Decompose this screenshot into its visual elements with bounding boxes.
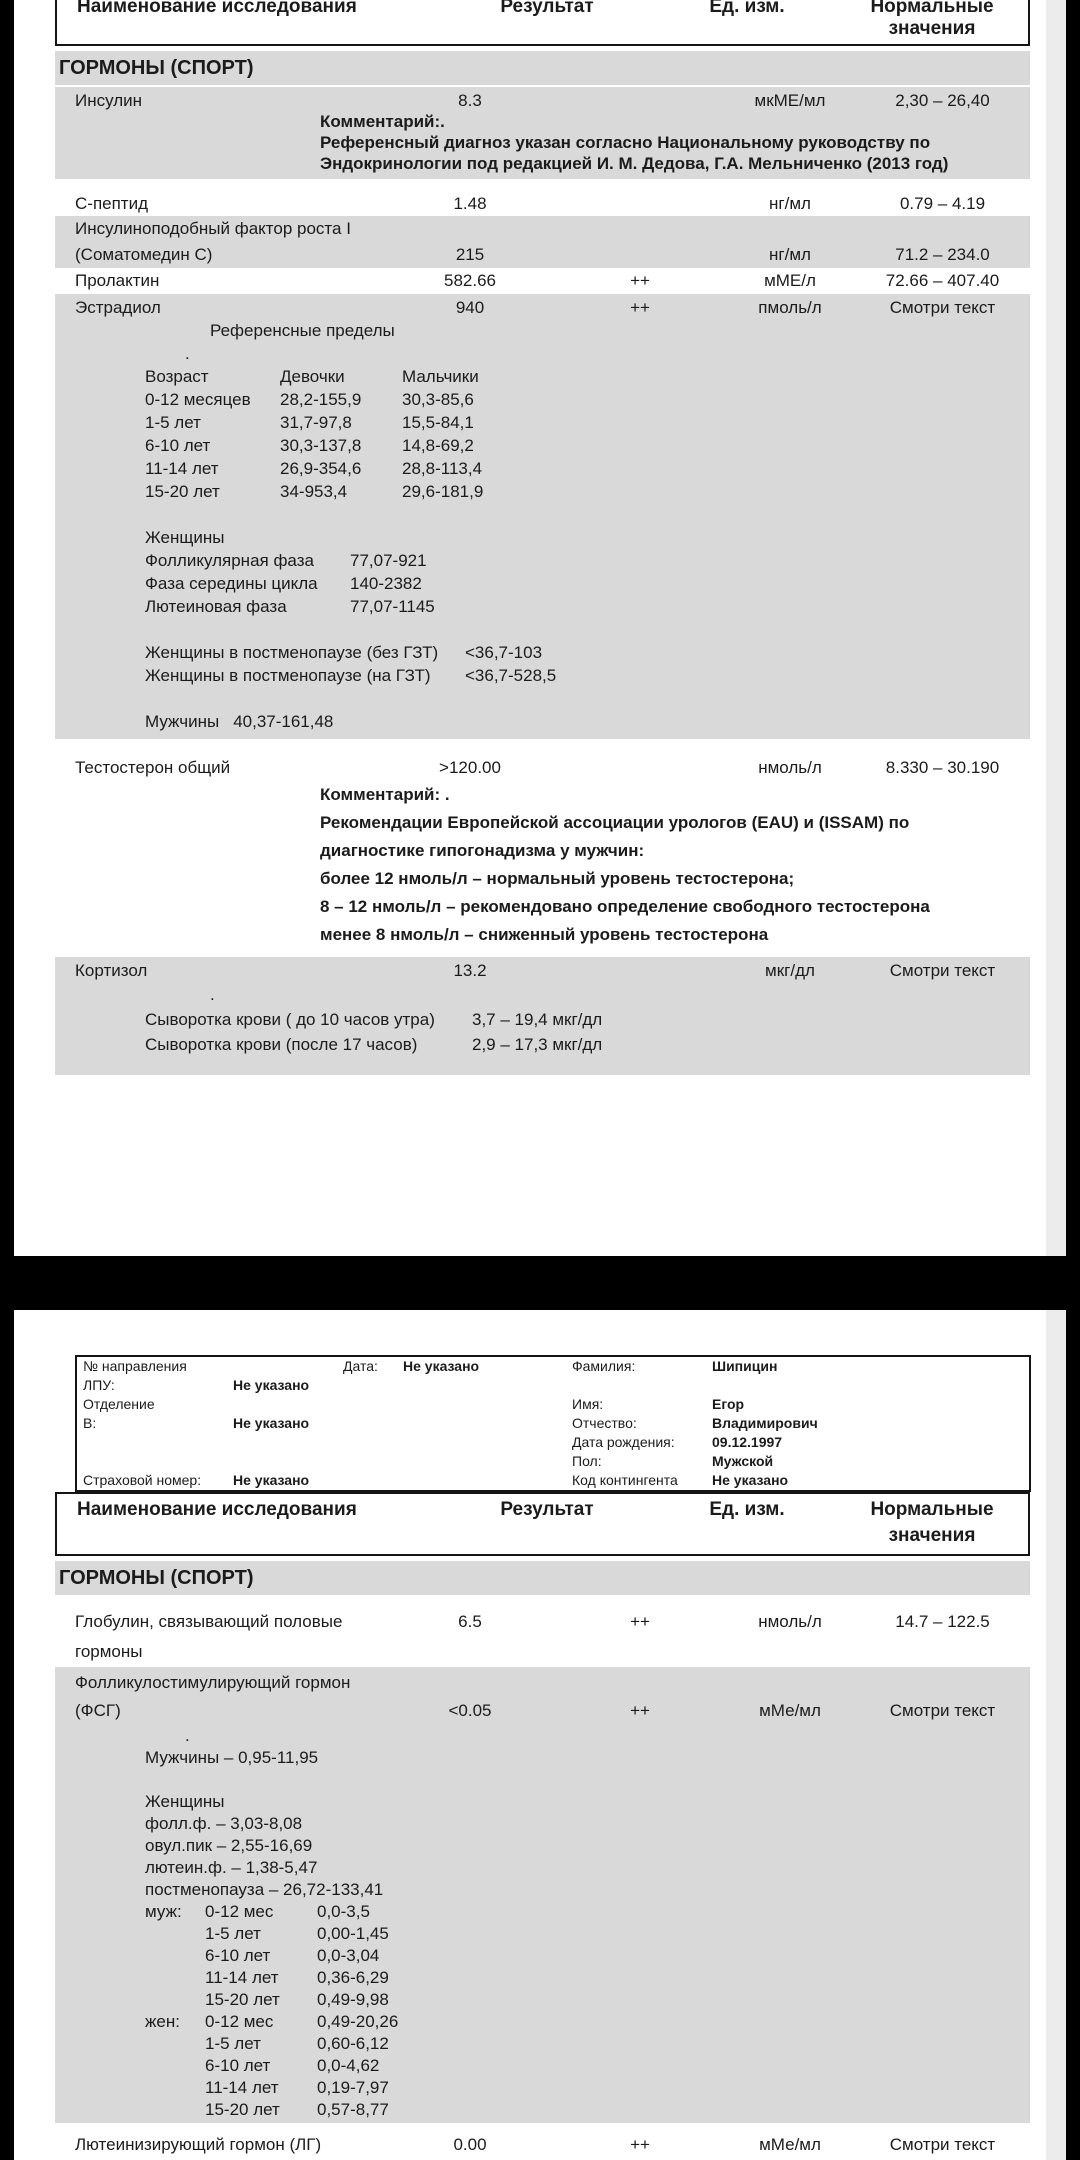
- page2-content: [55, 1492, 1030, 2159]
- scrollbar-track[interactable]: [1046, 0, 1066, 1256]
- patient-row: [572, 1433, 1029, 1452]
- age-table-row: 15-20 лет 34-953,4 29,6-181,9: [145, 482, 484, 501]
- header-col-name: Наименование исследования: [77, 1499, 357, 1520]
- table-row: [55, 1607, 1030, 1637]
- field-label: Имя:: [572, 1396, 604, 1412]
- patient-row: [77, 1471, 572, 1490]
- spacer: [55, 179, 1030, 192]
- reference-row: 11-14 лет 0,36-6,29: [205, 1968, 389, 1987]
- spacer: [14, 1310, 1066, 1355]
- reference-row: Сыворотка крови ( до 10 часов утра) 3,7 – 19,4 мкг/дл: [145, 1010, 603, 1029]
- patient-row: [77, 1357, 572, 1376]
- test-name: С-пептид: [75, 194, 149, 213]
- test-name: Кортизол: [75, 961, 148, 980]
- table-row: [55, 959, 1030, 983]
- patient-row: [77, 1414, 572, 1433]
- patient-info-right: [572, 1357, 1029, 1490]
- test-unit: нг/мл: [769, 194, 811, 213]
- test-row-lh: [55, 2131, 1030, 2159]
- age-table-row: 0-12 месяцев 28,2-155,9 30,3-85,6: [145, 390, 474, 409]
- spacer: [55, 1595, 1030, 1607]
- test-flag: [555, 192, 725, 216]
- test-name: Эстрадиол: [75, 298, 161, 317]
- field-label: Отчество:: [572, 1415, 637, 1431]
- header-col-name: Наименование исследования: [77, 0, 357, 17]
- test-name-line2: (ФСГ): [75, 1701, 121, 1720]
- comment-line: Комментарий: .: [320, 785, 450, 804]
- patient-row: [572, 1452, 1029, 1471]
- test-row-fsh: [55, 1667, 1030, 2123]
- comment-line: Рекомендации Европейской ассоциации урологов (EAU) и (ISSAM) по: [320, 813, 910, 832]
- test-result: 940: [455, 298, 485, 317]
- test-unit: мкг/дл: [765, 961, 815, 980]
- test-normal: Смотри текст: [889, 2135, 996, 2154]
- test-name-line1: Фолликулостимулирующий гормон: [75, 1673, 351, 1692]
- field-value: Не указано: [403, 1358, 480, 1374]
- test-normal: 8.330 – 30.190: [885, 758, 1000, 777]
- header-col-result: Результат: [500, 0, 594, 17]
- test-result: 215: [455, 245, 485, 264]
- field-label: Код контингента: [572, 1472, 678, 1488]
- blank-line: [55, 687, 1030, 710]
- field-value: Шипицин: [712, 1358, 778, 1374]
- patient-row: [572, 1376, 1029, 1395]
- spacer: [55, 2123, 1030, 2131]
- test-result: 1.48: [453, 194, 487, 213]
- patient-row: [572, 1357, 1029, 1376]
- women-title: Женщины: [145, 1792, 225, 1811]
- comment-line: менее 8 нмоль/л – сниженный уровень тестостерона: [320, 925, 769, 944]
- test-flag: [555, 755, 725, 781]
- field-value: Не указано: [233, 1472, 310, 1488]
- results-table-header: [55, 1492, 1030, 1556]
- patient-row: [77, 1433, 572, 1452]
- field-value: Егор: [712, 1396, 745, 1412]
- dot-line: .: [210, 985, 215, 1004]
- test-result: 13.2: [453, 961, 487, 980]
- scrollbar-track[interactable]: [1046, 1310, 1066, 2160]
- reference-line: постменопауза – 26,72-133,41: [145, 1880, 384, 1899]
- test-result: 0.00: [453, 2135, 487, 2154]
- test-name: Тестостерон общий: [75, 758, 231, 777]
- table-row: [55, 90, 1030, 111]
- field-label: ЛПУ:: [83, 1377, 115, 1393]
- test-name-line1: Глобулин, связывающий половые: [75, 1612, 343, 1631]
- test-flag: [555, 959, 725, 983]
- test-flag: ++: [630, 298, 650, 317]
- comment-line: Эндокринологии под редакцией И. М. Дедова, Г.А. Мельниченко (2013 год): [320, 154, 949, 173]
- table-row: [55, 1697, 1030, 1725]
- test-row-prolactin: [55, 268, 1030, 294]
- test-row-shbg: [55, 1607, 1030, 1667]
- reference-line: фолл.ф. – 3,03-8,08: [145, 1814, 303, 1833]
- dot-line: .: [185, 344, 190, 363]
- patient-row: [572, 1414, 1029, 1433]
- reference-row: 1-5 лет 0,00-1,45: [205, 1924, 389, 1943]
- test-flag: [555, 242, 725, 268]
- section-title: ГОРМОНЫ (СПОРТ): [55, 1561, 1030, 1595]
- test-name-line1: Инсулиноподобный фактор роста I: [75, 219, 351, 238]
- field-value: 09.12.1997: [712, 1434, 783, 1450]
- table-row: [55, 242, 1030, 268]
- test-normal: Смотри текст: [889, 298, 996, 317]
- patient-row: [77, 1376, 572, 1395]
- test-flag: [555, 90, 725, 111]
- women-title: Женщины: [145, 528, 225, 547]
- reference-row: Лютеиновая фаза 77,07-1145: [145, 597, 435, 616]
- age-table-header: Возраст Девочки Мальчики: [145, 367, 479, 386]
- reference-line: овул.пик – 2,55-16,69: [145, 1836, 313, 1855]
- comment-line: 8 – 12 нмоль/л – рекомендовано определение свободного тестостерона: [320, 897, 930, 916]
- blank-line: [55, 618, 1030, 641]
- test-result: 8.3: [458, 91, 482, 110]
- reference-line: лютеин.ф. – 1,38-5,47: [145, 1858, 318, 1877]
- patient-row: [77, 1395, 572, 1414]
- reference-line-men: Мужчины – 0,95-11,95: [145, 1748, 319, 1767]
- page1-content: [55, 0, 1030, 1075]
- field-label: Дата:: [343, 1358, 378, 1374]
- reference-row: 11-14 лет 0,19-7,97: [205, 2078, 389, 2097]
- test-row-cortisol: [55, 957, 1030, 1075]
- reference-row: Фаза середины цикла 140-2382: [145, 574, 422, 593]
- test-unit: нг/мл: [769, 245, 811, 264]
- test-result: >120.00: [439, 758, 501, 777]
- test-name: Лютеинизирующий гормон (ЛГ): [75, 2135, 322, 2154]
- comment-line: Референсный диагноз указан согласно Национальному руководству по: [320, 133, 931, 152]
- reference-row: Сыворотка крови (после 17 часов) 2,9 – 17,3 мкг/дл: [145, 1035, 603, 1054]
- test-normal: Смотри текст: [889, 961, 996, 980]
- field-value: Владимирович: [712, 1415, 818, 1431]
- reference-row: 6-10 лет 0,0-3,04: [205, 1946, 380, 1965]
- reference-row: Женщины в постменопаузе (на ГЗТ) <36,7-528,5: [145, 666, 557, 685]
- reference-row-men: Мужчины 40,37-161,48: [145, 712, 334, 731]
- dot-line: .: [185, 1726, 190, 1745]
- field-value: Не указано: [233, 1377, 310, 1393]
- reference-row: 15-20 лет 0,57-8,77: [205, 2100, 389, 2119]
- test-unit: нмоль/л: [758, 758, 822, 777]
- test-row-estradiol: [55, 294, 1030, 739]
- test-flag: ++: [630, 1701, 650, 1720]
- test-name-line2: гормоны: [75, 1642, 143, 1661]
- patient-row: [572, 1395, 1029, 1414]
- table-row: [55, 296, 1030, 319]
- spacer: [55, 949, 1030, 957]
- test-row-insulin: [55, 87, 1030, 179]
- report-page-2: [14, 1310, 1066, 2160]
- field-label: № направления: [83, 1358, 187, 1374]
- patient-info-left: [77, 1357, 572, 1490]
- reference-row: 1-5 лет 0,60-6,12: [205, 2034, 389, 2053]
- test-unit: мМЕ/л: [764, 271, 816, 290]
- reference-row: 15-20 лет 0,49-9,98: [205, 1990, 389, 2009]
- test-result: <0.05: [448, 1701, 492, 1720]
- test-unit: нмоль/л: [758, 1612, 822, 1631]
- test-normal: 71.2 – 234.0: [895, 245, 990, 264]
- test-name: Пролактин: [75, 271, 160, 290]
- reference-row: Фолликулярная фаза 77,07-921: [145, 551, 427, 570]
- header-col-result: Результат: [500, 1499, 594, 1520]
- field-label: Дата рождения:: [572, 1434, 675, 1450]
- field-value: Не указано: [233, 1415, 310, 1431]
- section-title: ГОРМОНЫ (СПОРТ): [55, 51, 1030, 85]
- test-normal: Смотри текст: [889, 1701, 996, 1720]
- test-result: 582.66: [444, 271, 496, 290]
- results-table-header: [55, 0, 1030, 46]
- header-col-normal: Нормальные значения: [870, 0, 994, 39]
- test-unit: мМе/мл: [759, 2135, 821, 2154]
- test-normal: 0.79 – 4.19: [899, 194, 986, 213]
- reference-row: 6-10 лет 0,0-4,62: [205, 2056, 380, 2075]
- test-row-c-peptide: [55, 192, 1030, 216]
- comment-line: Комментарий:.: [320, 112, 445, 131]
- test-result: 6.5: [458, 1612, 482, 1631]
- test-flag: ++: [630, 271, 650, 290]
- reference-row: муж: 0-12 мес 0,0-3,5: [145, 1902, 370, 1921]
- test-normal: 72.66 – 407.40: [885, 271, 1000, 290]
- reference-row: Женщины в постменопаузе (без ГЗТ) <36,7-103: [145, 643, 543, 662]
- comment-line: более 12 нмоль/л – нормальный уровень тестостерона;: [320, 869, 795, 888]
- patient-info-box: [75, 1355, 1031, 1492]
- field-label: В:: [83, 1415, 97, 1431]
- test-unit: мМе/мл: [759, 1701, 821, 1720]
- blank-line: [55, 1769, 1030, 1791]
- report-page-1: [14, 0, 1066, 1256]
- test-flag: ++: [630, 1612, 650, 1631]
- test-flag: ++: [630, 2135, 650, 2154]
- field-label: Пол:: [572, 1453, 602, 1469]
- test-row-igf1: [55, 216, 1030, 268]
- field-label: Фамилия:: [572, 1358, 636, 1374]
- field-label: Отделение: [83, 1396, 155, 1412]
- test-unit: пмоль/л: [758, 298, 822, 317]
- test-normal: 14.7 – 122.5: [895, 1612, 990, 1631]
- field-label: Страховой номер:: [83, 1472, 202, 1488]
- age-table-row: 11-14 лет 26,9-354,6 28,8-113,4: [145, 459, 483, 478]
- reference-title: Референсные пределы: [210, 321, 395, 340]
- test-name-line2: (Соматомедин С): [75, 245, 213, 264]
- test-normal: 2,30 – 26,40: [895, 91, 990, 110]
- header-col-normal: Нормальные значения: [870, 1499, 994, 1546]
- field-value: Не указано: [712, 1472, 789, 1488]
- age-table-row: 6-10 лет 30,3-137,8 14,8-69,2: [145, 436, 474, 455]
- test-unit: мкМЕ/мл: [754, 91, 826, 110]
- field-value: Мужской: [712, 1453, 774, 1469]
- header-col-unit: Ед. изм.: [709, 1499, 785, 1520]
- reference-row: жен: 0-12 мес 0,49-20,26: [145, 2012, 399, 2031]
- testosterone-comment: [55, 781, 1030, 949]
- spacer: [55, 739, 1030, 755]
- patient-row: [77, 1452, 572, 1471]
- age-table-row: 1-5 лет 31,7-97,8 15,5-84,1: [145, 413, 474, 432]
- test-name: Инсулин: [75, 91, 143, 110]
- blank-line: [55, 503, 1030, 526]
- header-col-unit: Ед. изм.: [709, 0, 785, 17]
- comment-line: диагностике гипогонадизма у мужчин:: [320, 841, 645, 860]
- test-row-testosterone: [55, 755, 1030, 781]
- patient-row: [572, 1471, 1029, 1490]
